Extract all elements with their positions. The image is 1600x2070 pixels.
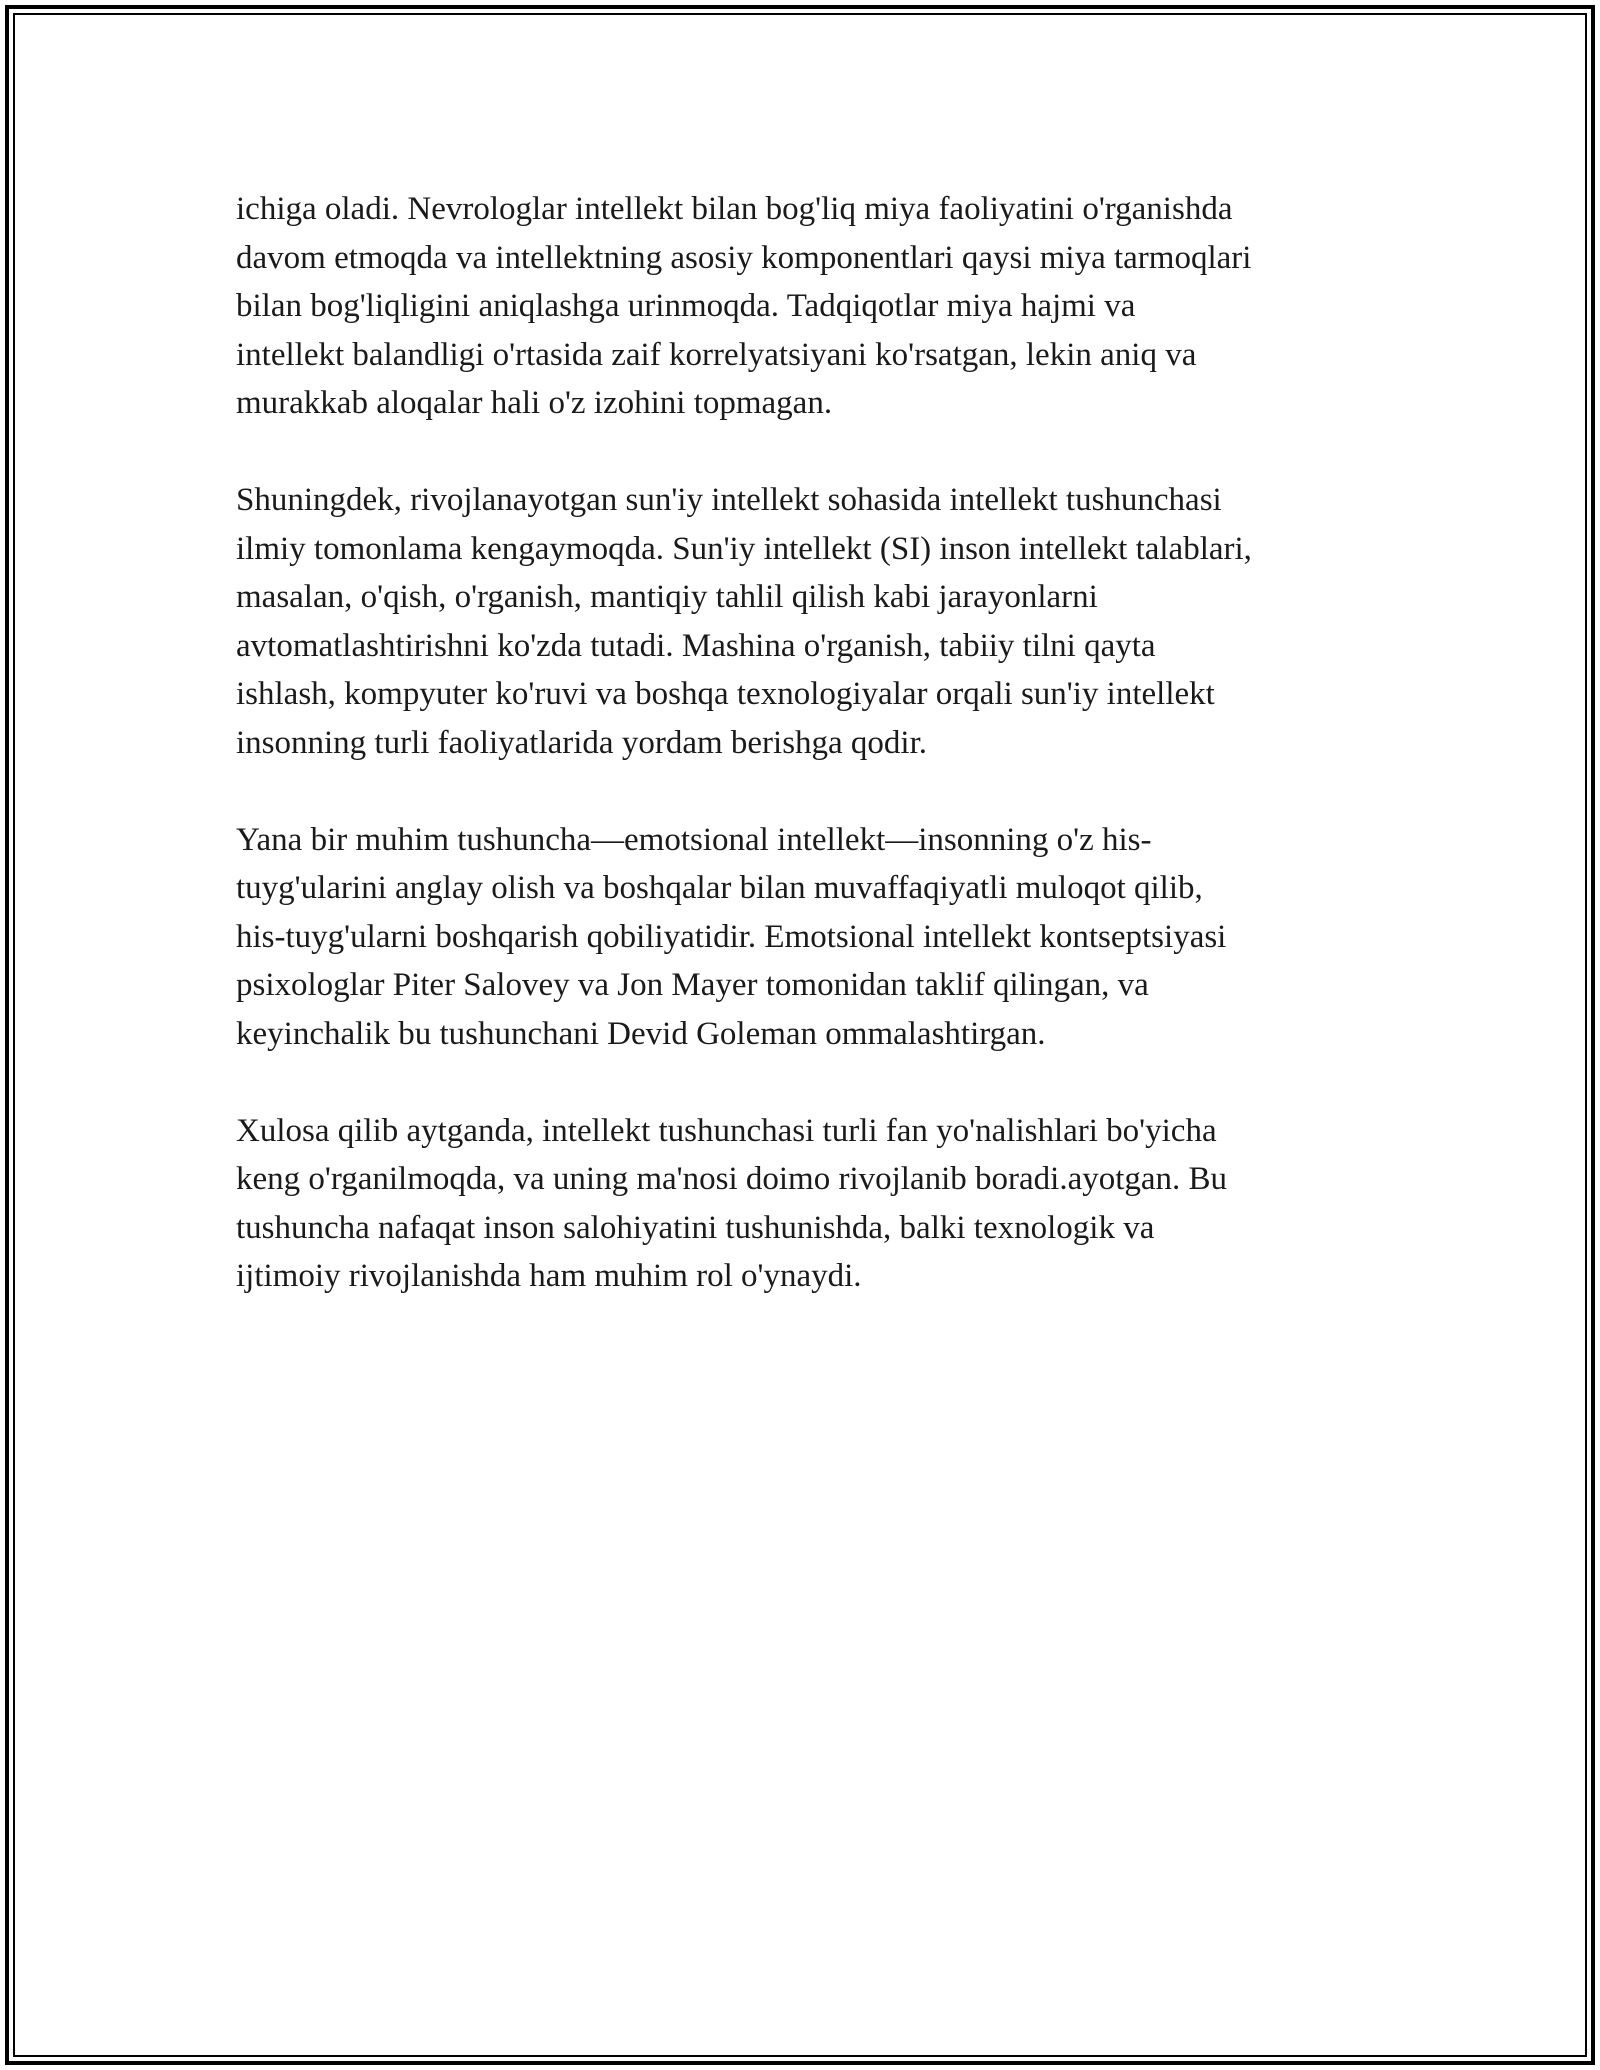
- paragraph-2: Shuningdek, rivojlanayotgan sun'iy intellekt sohasida intellekt tushunchasi ilmiy tomonlama kengaymoqda. Sun'iy intellekt (SI) inson intellekt talablari, masalan, o'qish, o'rganish, mantiqiy tahlil qilish kabi jarayonlarni avtomatlashtirishni ko'zda tutadi. Mashina o'rganish, tabiiy tilni qayta ishlash, kompyuter ko'ruvi va boshqa texnologiyalar orqali sun'iy intellekt insonning turli faoliyatlarida yordam berishga qodir.: [236, 482, 1252, 761]
- paragraph-1: ichiga oladi. Nevrologlar intellekt bilan bog'liq miya faoliyatini o'rganishda davom etmoqda va intellektning asosiy komponentlari qaysi miya tarmoqlari bilan bog'liqligini aniqlashga urinmoqda. Tadqiqotlar miya hajmi va intellekt balandligi o'rtasida zaif korrelyatsiyani ko'rsatgan, lekin aniq va murakkab aloqalar hali o'z izohini topmagan.: [236, 191, 1252, 421]
- paragraph-4: Xulosa qilib aytganda, intellekt tushunchasi turli fan yo'nalishlari bo'yicha keng o'rganilmoqda, va uning ma'nosi doimo rivojlanib boradi.ayotgan. Bu tushuncha nafaqat inson salohiyatini tushunishda, balki texnologik va ijtimoiy rivojlanishda ham muhim rol o'ynaydi.: [236, 1112, 1228, 1294]
- document-body: [236, 185, 1376, 1349]
- paragraph-3: Yana bir muhim tushuncha—emotsional intellekt—insonning o'z his- tuyg'ularini anglay olish va boshqalar bilan muvaffaqiyatli muloqot qilib, his-tuyg'ularni boshqarish qobiliyatidir. Emotsional intellekt kontseptsiyasi psixologlar Piter Salovey va Jon Mayer tomonidan taklif qilingan, va keyinchalik bu tushunchani Devid Goleman ommalashtirgan.: [236, 821, 1227, 1052]
